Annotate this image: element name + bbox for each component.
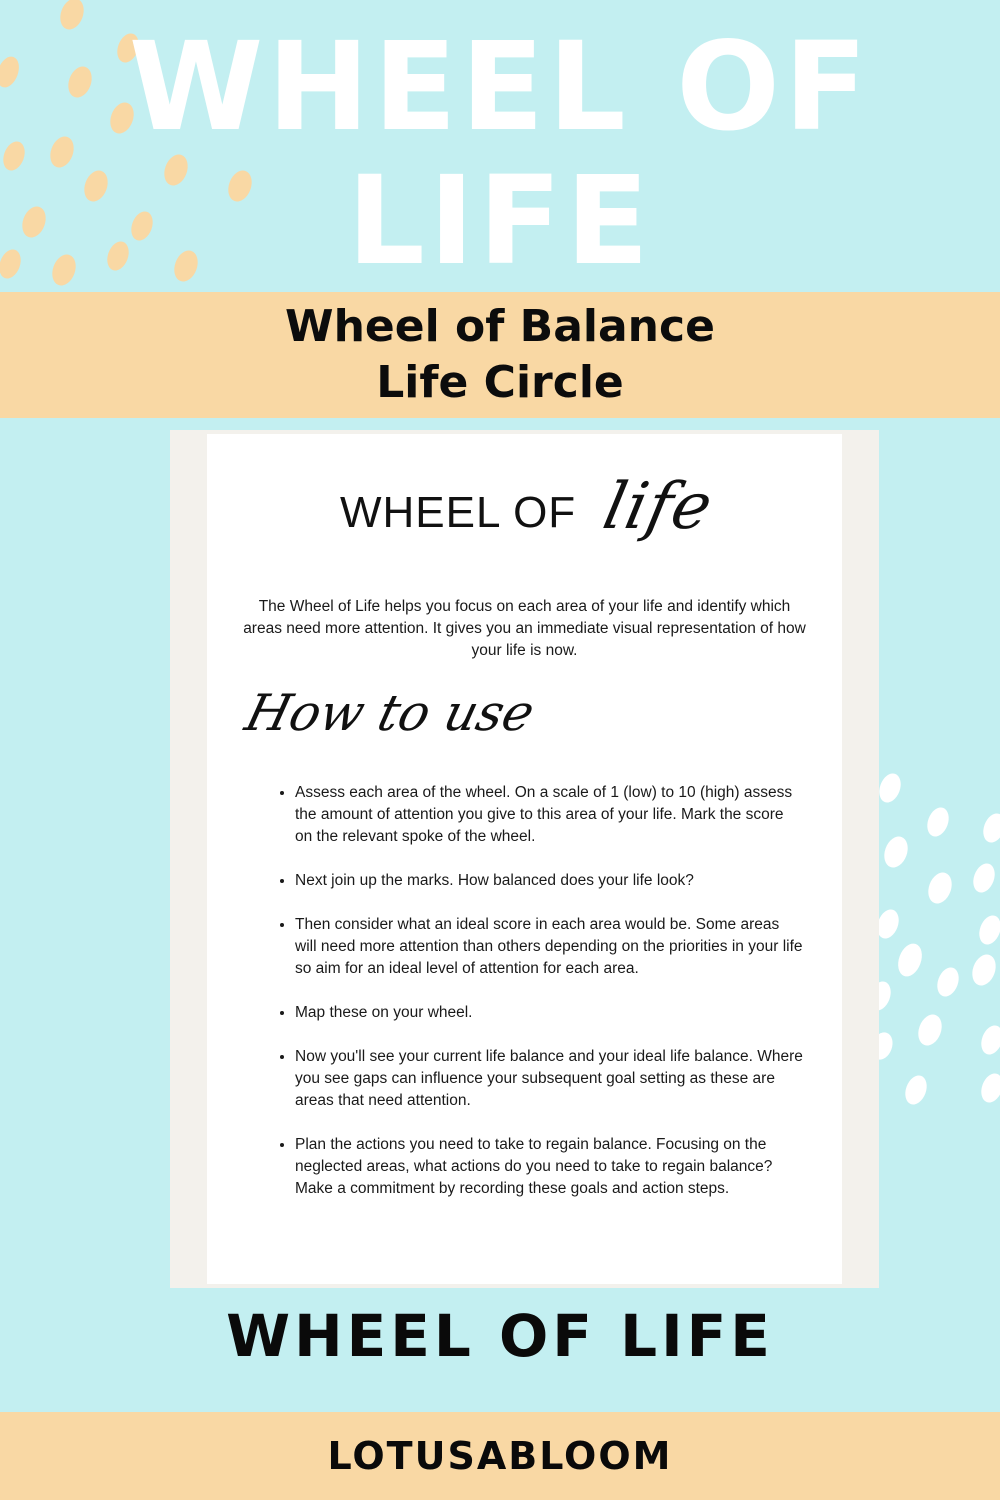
list-item: • Plan the actions you need to take to regain balance. Focusing on the neglected areas, what actions do you need to take to regain balance? Make a commitment by recording these goals and action steps. xyxy=(295,1134,805,1200)
hero-title xyxy=(0,16,1000,292)
white-dots-cluster xyxy=(865,770,1000,1107)
footer-title: WHEEL OF LIFE xyxy=(226,1302,774,1370)
hero-title-line2: LIFE xyxy=(347,150,653,292)
brand-name: LOTUSABLOOM xyxy=(327,1434,673,1478)
list-item: • Next join up the marks. How balanced does your life look? xyxy=(295,870,805,892)
subtitle-line2: Life Circle xyxy=(376,357,624,408)
document-title xyxy=(207,470,842,568)
list-item: • Assess each area of the wheel. On a scale of 1 (low) to 10 (high) assess the amount of attention you give to this area of your life. Mark the score on the relevant spoke of the wheel. xyxy=(295,782,805,848)
list-item: • Now you'll see your current life balance and your ideal life balance. Where you see gaps can influence your subsequent goal setting as these are areas that need attention. xyxy=(295,1046,805,1112)
subtitle-band xyxy=(0,292,1000,418)
document-intro: The Wheel of Life helps you focus on each area of your life and identify which areas need more attention. It gives you an immediate visual representation of how your life is now. xyxy=(243,598,806,659)
document-title-plain: WHEEL OF xyxy=(340,488,577,537)
steps-list xyxy=(275,782,805,1222)
document-preview xyxy=(207,434,842,1284)
document-title-script: life xyxy=(597,470,720,544)
how-to-heading: How to use xyxy=(239,684,541,742)
list-item: • Then consider what an ideal score in each area would be. Some areas will need more attention than others depending on the priorities in your life so aim for an ideal level of attention for each area. xyxy=(295,914,805,980)
hero-title-line1: WHEEL OF xyxy=(128,16,872,158)
brand-band xyxy=(0,1412,1000,1500)
list-item: • Map these on your wheel. xyxy=(295,1002,805,1024)
subtitle-line1: Wheel of Balance xyxy=(285,301,715,352)
